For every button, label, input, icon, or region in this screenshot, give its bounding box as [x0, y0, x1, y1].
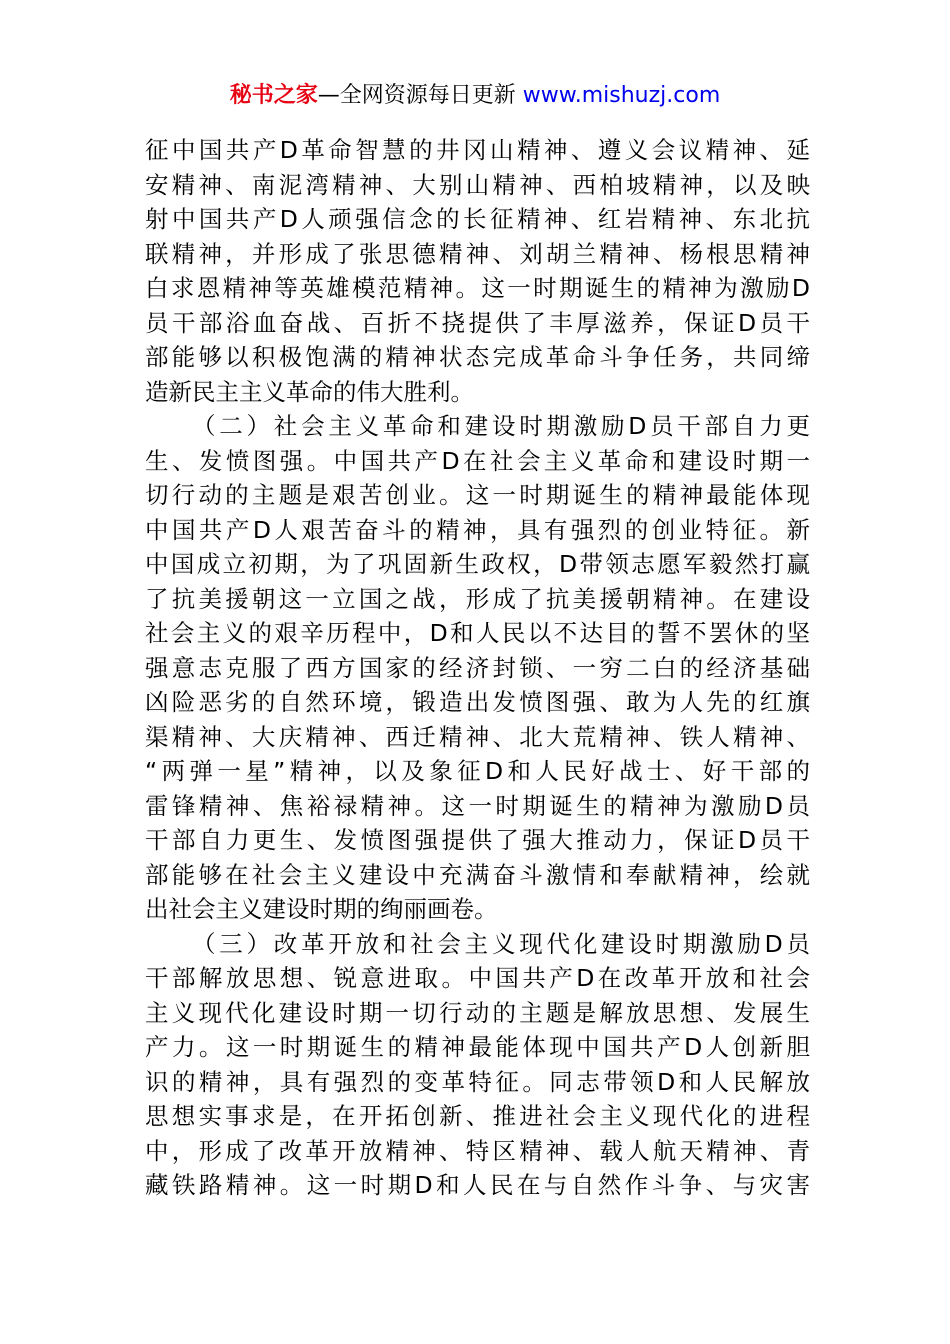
header-tagline: —全网资源每日更新 [317, 83, 523, 108]
body-line: 安精神、南泥湾精神、大别山精神、西柏坡精神，以及映 [145, 170, 810, 199]
body-line: 中，形成了改革开放精神、特区精神、载人航天精神、青 [145, 1136, 810, 1165]
body-line: 产力。这一时期诞生的精神最能体现中国共产D人创新胆 [145, 1033, 810, 1061]
body-line: 雷锋精神、焦裕禄精神。这一时期诞生的精神为激励D员 [145, 791, 810, 820]
page-header [0, 80, 950, 112]
body-line: 了抗美援朝这一立国之战，形成了抗美援朝精神。在建设 [145, 584, 810, 613]
body-line: 射中国共产D人顽强信念的长征精神、红岩精神、东北抗 [145, 205, 810, 233]
body-line: 部能够以积极饱满的精神状态完成革命斗争任务，共同缔 [145, 343, 810, 371]
body-line: 切行动的主题是艰苦创业。这一时期诞生的精神最能体现 [145, 481, 810, 509]
body-line: 造新民主主义革命的伟大胜利。 [145, 377, 474, 406]
body-line: 出社会主义建设时期的绚丽画卷。 [145, 895, 498, 923]
body-line: 识的精神，具有强烈的变革特征。同志带领D和人民解放 [145, 1067, 810, 1096]
header-site-link[interactable]: www.mishuzj.com [522, 83, 721, 108]
body-line: 干部解放思想、锐意进取。中国共产D在改革开放和社会 [145, 964, 810, 992]
document-body [145, 133, 810, 1203]
header-brand: 秘书之家 [229, 83, 318, 108]
section-heading-line: （三）改革开放和社会主义现代化建设时期激励D员 [192, 929, 810, 958]
body-line: 藏铁路精神。这一时期D和人民在与自然作斗争、与灾害 [145, 1171, 810, 1199]
body-line: 生、发愤图强。中国共产D在社会主义革命和建设时期一 [145, 446, 810, 475]
body-line: 渠精神、大庆精神、西迁精神、北大荒精神、铁人精神、 [145, 722, 810, 751]
body-line: 主义现代化建设时期一切行动的主题是解放思想、发展生 [145, 998, 810, 1027]
body-line: “两弹一星”精神，以及象征D和人民好战士、好干部的 [145, 757, 810, 785]
section-heading-line: （二）社会主义革命和建设时期激励D员干部自力更 [192, 412, 810, 440]
body-line: 联精神，并形成了张思德精神、刘胡兰精神、杨根思精神 [145, 239, 810, 268]
body-line: 部能够在社会主义建设中充满奋斗激情和奉献精神，绘就 [145, 860, 810, 889]
body-line: 干部自力更生、发愤图强提供了强大推动力，保证D员干 [145, 826, 810, 854]
body-line: 强意志克服了西方国家的经济封锁、一穷二白的经济基础 [145, 653, 810, 682]
body-line: 凶险恶劣的自然环境，锻造出发愤图强、敢为人先的红旗 [145, 688, 810, 716]
body-line: 中国共产D人艰苦奋斗的精神，具有强烈的创业特征。新 [145, 515, 810, 544]
body-line: 思想实事求是，在开拓创新、推进社会主义现代化的进程 [145, 1102, 810, 1130]
body-line: 白求恩精神等英雄模范精神。这一时期诞生的精神为激励D [145, 274, 810, 302]
body-line: 征中国共产D革命智慧的井冈山精神、遵义会议精神、延 [145, 136, 810, 164]
body-line: 员干部浴血奋战、百折不挠提供了丰厚滋养，保证D员干 [145, 308, 810, 337]
body-line: 中国成立初期，为了巩固新生政权，D带领志愿军毅然打赢 [145, 550, 810, 578]
body-line: 社会主义的艰辛历程中，D和人民以不达目的誓不罢休的坚 [145, 619, 810, 647]
